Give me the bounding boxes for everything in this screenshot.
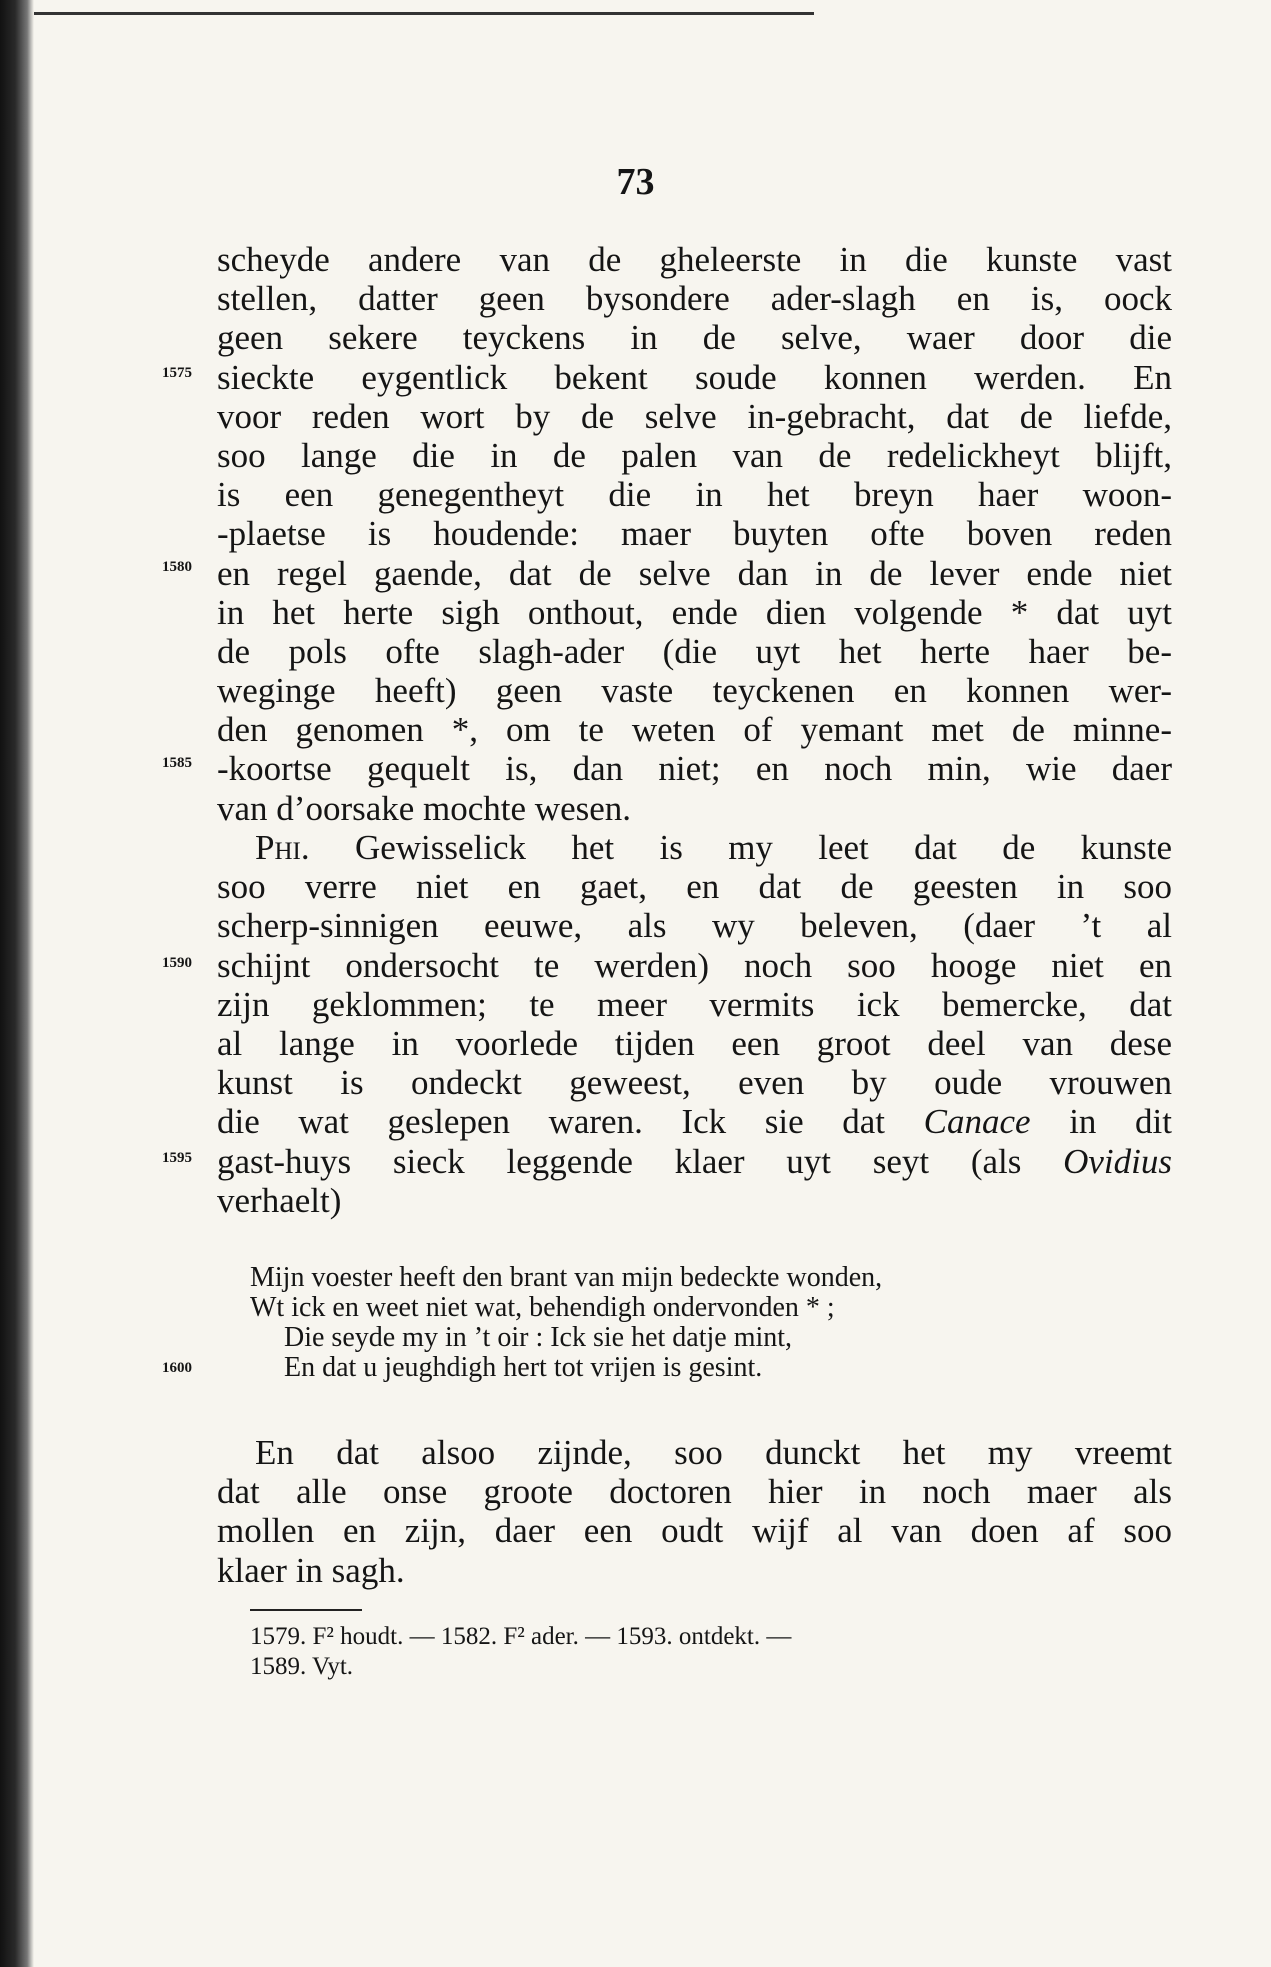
text-line: kunst is ondeckt geweest, even by oude vrouwen (217, 1063, 1172, 1103)
page-number: 73 (616, 161, 655, 203)
text-line: de pols ofte slagh-ader (die uyt het herte haer be- (217, 631, 1172, 671)
text-line: scheyde andere van de gheleerste in die kunste vast (217, 240, 1172, 279)
text-line: geen sekere teyckens in de selve, waer door die (217, 318, 1172, 358)
footnote-line: 1579. F² houdt. — 1582. F² ader. — 1593. ontdekt. — (250, 1623, 792, 1650)
text-line: -plaetse is houdende: maer buyten ofte boven reden (217, 514, 1172, 554)
verse-line: Mijn voester heeft den brant van mijn bedeckte wonden, (250, 1262, 883, 1293)
verse-line: Wt ick en weet niet wat, behendigh ondervonden * ; (250, 1292, 835, 1323)
text-line: dat alle onse groote doctoren hier in noch maer als (217, 1472, 1172, 1512)
paragraph-main (217, 240, 1172, 828)
line-number: 1575 (162, 365, 192, 381)
text-line: al lange in voorlede tijden een groot deel van dese (217, 1023, 1172, 1063)
line-number: 1600 (162, 1360, 192, 1376)
text-line: En dat alsoo zijnde, soo dunckt het my vreemt (255, 1433, 1172, 1472)
page-binding-shadow (0, 0, 34, 1967)
verse-line: Die seyde my in ’t oir : Ick sie het datje mint, (284, 1322, 793, 1353)
name-canace: Canace (923, 1102, 1031, 1142)
text-line: die wat geslepen waren. Ick sie dat Canace in dit (217, 1102, 1172, 1142)
text-line: verhaelt) (217, 1180, 342, 1220)
text-line: zijn geklommen; te meer vermits ick bemercke, dat (217, 984, 1172, 1024)
name-ovidius: Ovidius (1063, 1141, 1173, 1181)
footnote-divider (250, 1609, 362, 1611)
text-line: van d’oorsake mochte wesen. (217, 788, 632, 828)
text-line: sieckte eygentlick bekent soude konnen werden. En (217, 357, 1172, 397)
text-line: mollen en zijn, daer een oudt wijf al van doen af soo (217, 1511, 1172, 1551)
paragraph-phi (217, 828, 1172, 1220)
text-line: en regel gaende, dat de selve dan in de lever ende niet (217, 553, 1172, 593)
text-line: den genomen *, om te weten of yemant met de minne- (217, 710, 1172, 750)
text-line: gast-huys sieck leggende klaer uyt seyt (als Ovidius (217, 1141, 1173, 1181)
text-line: schijnt ondersocht te werden) noch soo hooge niet en (217, 945, 1172, 985)
text-line: stellen, datter geen bysondere ader-slagh en is, oock (217, 279, 1172, 319)
text-line: Phi. Gewisselick het is my leet dat de kunste (217, 828, 1172, 867)
text-line: voor reden wort by de selve in-gebracht, dat de liefde, (217, 396, 1172, 436)
line-number: 1595 (162, 1150, 192, 1166)
text-line: weginge heeft) geen vaste teyckenen en konnen wer- (217, 671, 1172, 711)
text-line: in het herte sigh onthout, ende dien volgende * dat uyt (217, 592, 1172, 632)
paragraph-closing (217, 1433, 1172, 1590)
footnotes (250, 1622, 1180, 1682)
verse-quotation (250, 1263, 1180, 1383)
top-border-rule (34, 12, 814, 15)
text-line: klaer in sagh. (217, 1550, 405, 1590)
text-line: soo lange die in de palen van de redelickheyt blijft, (217, 435, 1172, 475)
line-number: 1580 (162, 559, 192, 575)
text-line: scherp-sinnigen eeuwe, als wy beleven, (daer ’t al (217, 906, 1172, 946)
text-line: is een genegentheyt die in het breyn haer woon- (217, 475, 1172, 515)
text-line: soo verre niet en gaet, en dat de geesten in soo (217, 867, 1172, 907)
footnote-line: 1589. Vyt. (250, 1653, 354, 1680)
speaker-label: Phi. (255, 828, 310, 867)
line-number: 1585 (162, 755, 192, 771)
text-line: -koortse gequelt is, dan niet; en noch min, wie daer (217, 749, 1172, 789)
line-number: 1590 (162, 955, 192, 971)
verse-line: En dat u jeughdigh hert tot vrijen is gesint. (284, 1352, 763, 1383)
